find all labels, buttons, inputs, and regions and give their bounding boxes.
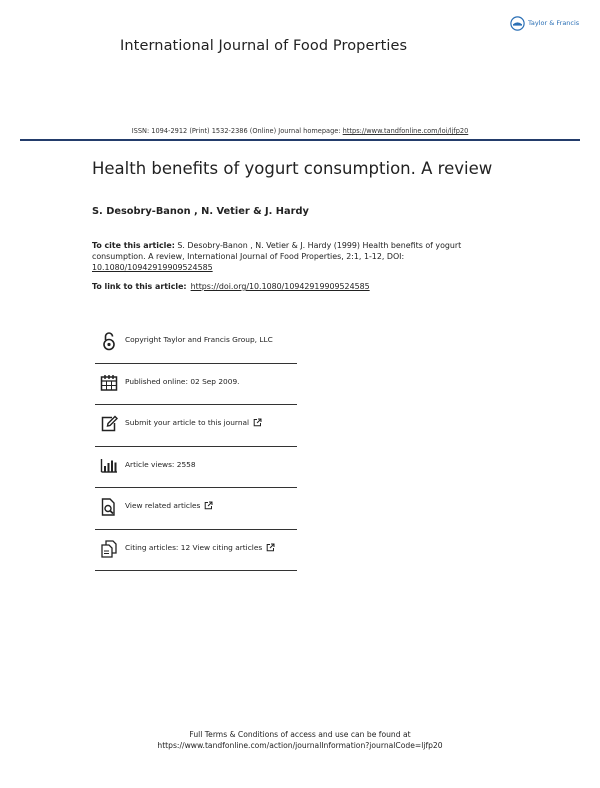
- article-views-text: Article views: 2558: [125, 459, 196, 469]
- published-text: Published online: 02 Sep 2009.: [125, 376, 240, 386]
- citation-label: To cite this article:: [92, 241, 175, 250]
- search-document-icon: [100, 497, 118, 517]
- article-authors: S. Desobry-Banon , N. Vetier & J. Hardy: [92, 206, 309, 217]
- article-link-label: To link to this article:: [92, 282, 187, 291]
- journal-title: International Journal of Food Properties: [120, 38, 408, 54]
- footer-terms-link[interactable]: https://www.tandfonline.com/action/journalInformation?journalCode=ljfp20: [157, 741, 443, 750]
- article-info-list: [95, 322, 297, 571]
- citation-block: [92, 240, 470, 274]
- related-articles-row[interactable]: [95, 488, 297, 530]
- issn-line: [0, 127, 600, 135]
- publisher-logo[interactable]: [510, 16, 579, 31]
- article-doi-link[interactable]: https://doi.org/10.1080/10942919909524585: [190, 282, 370, 291]
- taylor-francis-logo-icon: [510, 16, 525, 31]
- external-link-icon: [204, 501, 213, 510]
- bar-chart-icon: [100, 456, 118, 476]
- article-title: Health benefits of yogurt consumption. A review: [92, 159, 493, 178]
- open-lock-icon: [100, 331, 118, 351]
- journal-homepage-link[interactable]: https://www.tandfonline.com/loi/ljfp20: [342, 127, 469, 135]
- external-link-icon: [253, 418, 262, 427]
- header-divider: [20, 139, 580, 141]
- submit-article-row[interactable]: [95, 405, 297, 447]
- published-row: [95, 364, 297, 406]
- related-articles-link[interactable]: View related articles: [125, 501, 201, 510]
- citing-articles-row[interactable]: [95, 530, 297, 572]
- submit-article-link[interactable]: Submit your article to this journal: [125, 418, 250, 427]
- publisher-name: Taylor & Francis: [528, 19, 580, 28]
- copyright-row: [95, 322, 297, 364]
- external-link-icon: [266, 543, 275, 552]
- issn-text: ISSN: 1094-2912 (Print) 1532-2386 (Online) Journal homepage:: [131, 127, 343, 135]
- citing-articles-icon: [100, 539, 118, 559]
- calendar-icon: [100, 373, 118, 393]
- citing-articles-link[interactable]: Citing articles: 12 View citing articles: [125, 542, 263, 552]
- edit-icon: [100, 414, 118, 434]
- copyright-text: Copyright Taylor and Francis Group, LLC: [125, 335, 273, 344]
- footer: [0, 729, 600, 751]
- footer-terms-text: Full Terms & Conditions of access and use can be found at: [189, 730, 411, 739]
- citation-doi-link[interactable]: 10.1080/10942919909524585: [92, 263, 213, 273]
- citation-text: S. Desobry-Banon , N. Vetier & J. Hardy (1999) Health benefits of yogurt consumption. A review, International Journal of Food Properties, 2:1, 1-12, DOI:: [92, 241, 462, 262]
- article-link-line: [92, 282, 370, 291]
- article-views-row: [95, 447, 297, 489]
